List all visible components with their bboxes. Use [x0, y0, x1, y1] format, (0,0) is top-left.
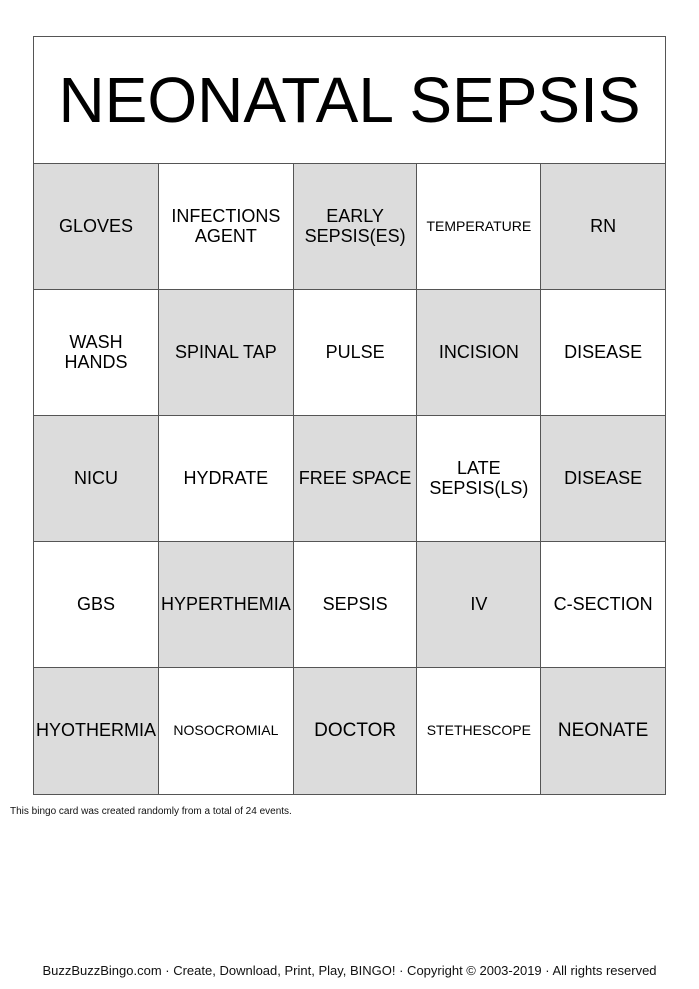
bingo-cell: GLOVES [34, 164, 159, 290]
bingo-cell: DISEASE [541, 416, 665, 542]
bingo-cell: NEONATE [541, 668, 665, 794]
bingo-grid [34, 164, 665, 794]
bingo-cell: DISEASE [541, 290, 665, 416]
bingo-cell: STETHESCOPE [417, 668, 541, 794]
bingo-cell: C-SECTION [541, 542, 665, 668]
bingo-cell: INCISION [417, 290, 541, 416]
generation-note: This bingo card was created randomly from a total of 24 events. [10, 806, 292, 817]
bingo-cell: TEMPERATURE [417, 164, 541, 290]
bingo-cell: WASH HANDS [34, 290, 159, 416]
bingo-cell: INFECTIONS AGENT [159, 164, 294, 290]
bingo-cell: NICU [34, 416, 159, 542]
bingo-cell: SPINAL TAP [159, 290, 294, 416]
bingo-cell: HYPERTHEMIA [159, 542, 294, 668]
bingo-cell: GBS [34, 542, 159, 668]
card-title: NEONATAL SEPSIS [34, 37, 665, 164]
bingo-cell: IV [417, 542, 541, 668]
copyright-footer: BuzzBuzzBingo.com · Create, Download, Print, Play, BINGO! · Copyright © 2003-2019 · All rights reserved [42, 963, 657, 978]
bingo-cell: HYOTHERMIA [34, 668, 159, 794]
bingo-card [33, 36, 666, 795]
bingo-cell: PULSE [294, 290, 418, 416]
bingo-cell: RN [541, 164, 665, 290]
bingo-cell: LATE SEPSIS(LS) [417, 416, 541, 542]
bingo-cell: EARLY SEPSIS(ES) [294, 164, 418, 290]
free-space-cell: FREE SPACE [294, 416, 418, 542]
bingo-cell: DOCTOR [294, 668, 418, 794]
bingo-cell: SEPSIS [294, 542, 418, 668]
bingo-cell: HYDRATE [159, 416, 294, 542]
bingo-cell: NOSOCROMIAL [159, 668, 294, 794]
